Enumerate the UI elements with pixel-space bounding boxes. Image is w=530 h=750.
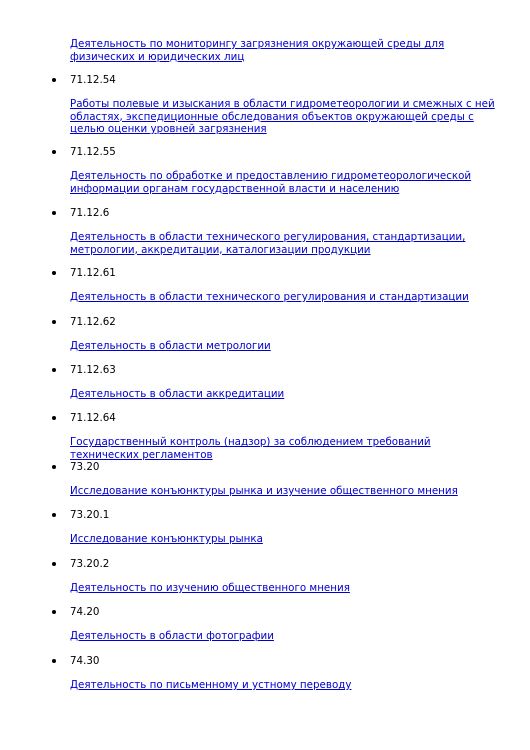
- list-item: [0, 605, 530, 621]
- bullet-icon: [52, 416, 56, 420]
- list-item: [0, 73, 530, 89]
- activity-link[interactable]: Деятельность по мониторингу загрязнения окружающей среды для физических и юридических лиц: [70, 38, 445, 63]
- activity-link[interactable]: Деятельность в области фотографии: [70, 630, 274, 642]
- bullet-icon: [52, 513, 56, 517]
- activity-code: 71.12.61: [70, 267, 116, 279]
- activity-code: 71.12.6: [70, 207, 110, 219]
- bullet-icon: [52, 78, 56, 82]
- list-item: [0, 557, 530, 573]
- activity-code: 74.30: [70, 655, 100, 667]
- list-item: [0, 363, 530, 379]
- activity-code: 71.12.62: [70, 316, 116, 328]
- activity-code: 73.20: [70, 461, 100, 473]
- activity-code: 73.20.2: [70, 558, 110, 570]
- activity-link[interactable]: Деятельность в области аккредитации: [70, 388, 285, 400]
- list-item: [0, 145, 530, 161]
- activity-code: 73.20.1: [70, 509, 110, 521]
- activity-link[interactable]: Деятельность по изучению общественного мнения: [70, 582, 350, 594]
- bullet-icon: [52, 465, 56, 469]
- list-item: [0, 206, 530, 222]
- bullet-icon: [52, 659, 56, 663]
- activity-code: 71.12.64: [70, 412, 116, 424]
- activity-code: 74.20: [70, 606, 100, 618]
- activity-link[interactable]: Деятельность в области метрологии: [70, 340, 271, 352]
- activity-link[interactable]: Деятельность в области технического регулирования и стандартизации: [70, 291, 469, 303]
- list-item: [0, 654, 530, 670]
- activity-code: 71.12.54: [70, 74, 116, 86]
- bullet-icon: [52, 368, 56, 372]
- activity-link[interactable]: Работы полевые и изыскания в области гидрометеорологии и смежных с ней областях, экспедиционные обследования объектов окружающей среды с целью оценки уровней загрязнения: [70, 98, 495, 135]
- bullet-icon: [52, 562, 56, 566]
- bullet-icon: [52, 610, 56, 614]
- activity-link[interactable]: Деятельность в области технического регулирования, стандартизации, метрологии, аккредитации, каталогизации продукции: [70, 231, 466, 256]
- list-item: [0, 266, 530, 282]
- bullet-icon: [52, 271, 56, 275]
- list-item: [0, 411, 530, 427]
- bullet-icon: [52, 320, 56, 324]
- activity-code: 71.12.55: [70, 146, 116, 158]
- activity-link[interactable]: Государственный контроль (надзор) за соблюдением требований технических регламентов: [70, 436, 431, 461]
- activity-link[interactable]: Деятельность по обработке и предоставлению гидрометеорологической информации органам государственной власти и населению: [70, 170, 472, 195]
- activity-link[interactable]: Деятельность по письменному и устному переводу: [70, 679, 352, 691]
- activity-link[interactable]: Исследование конъюнктуры рынка и изучение общественного мнения: [70, 485, 458, 497]
- bullet-icon: [52, 150, 56, 154]
- list-item: [0, 315, 530, 331]
- list-item: [0, 460, 530, 476]
- bullet-icon: [52, 211, 56, 215]
- activity-code: 71.12.63: [70, 364, 116, 376]
- list-item: [0, 508, 530, 524]
- activity-link[interactable]: Исследование конъюнктуры рынка: [70, 533, 263, 545]
